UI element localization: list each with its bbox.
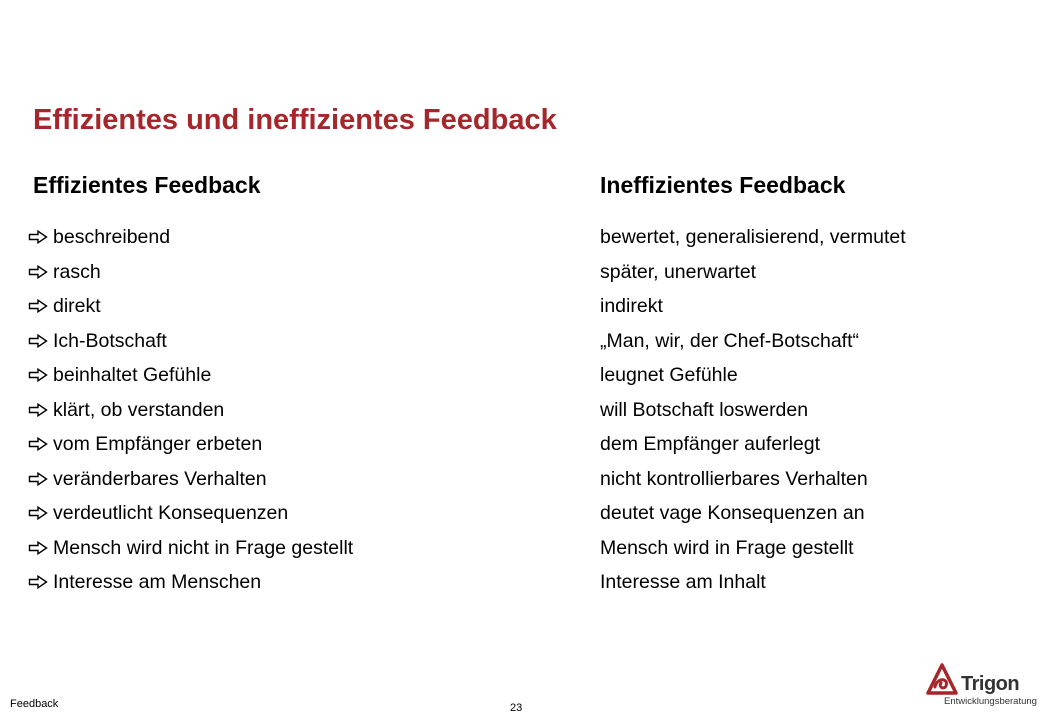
list-item-text: will Botschaft loswerden	[600, 398, 809, 421]
list-item-text: veränderbares Verhalten	[53, 467, 267, 490]
list-item	[28, 291, 353, 326]
list-item	[600, 257, 906, 292]
right-arrow-icon	[28, 395, 50, 425]
right-arrow-icon	[28, 429, 50, 459]
list-item-text: deutet vage Konsequenzen an	[600, 502, 865, 524]
list-item-text: klärt, ob verstanden	[53, 398, 225, 421]
list-item-text: bewertet, generalisierend, vermutet	[600, 226, 906, 248]
logo-wordmark: Trigon	[961, 673, 1020, 695]
list-item-text: Mensch wird nicht in Frage gestellt	[53, 536, 354, 559]
list-item-text: „Man, wir, der Chef-Botschaft“	[600, 329, 860, 352]
list-item-text: indirekt	[600, 295, 663, 317]
right-arrow-icon	[28, 567, 50, 597]
list-item-text: rasch	[53, 260, 101, 283]
list-item-text: Mensch wird in Frage gestellt	[600, 536, 854, 559]
list-item-text: beschreibend	[53, 226, 171, 248]
trigon-logo	[925, 660, 1035, 710]
list-item-text: dem Empfänger auferlegt	[600, 433, 821, 455]
list-item-text: vom Empfänger erbeten	[53, 433, 263, 455]
list-item-text: Ich-Botschaft	[53, 329, 167, 352]
list-item	[600, 395, 906, 430]
inefficient-feedback-list	[600, 222, 906, 602]
trigon-swirl-logo-icon	[925, 662, 961, 696]
list-item-text: nicht kontrollierbares Verhalten	[600, 467, 868, 490]
right-arrow-icon	[28, 464, 50, 494]
right-arrow-icon	[28, 498, 50, 528]
list-item-text: verdeutlicht Konsequenzen	[53, 502, 289, 524]
list-item-text: Interesse am Inhalt	[600, 571, 766, 593]
slide-title: Effizientes und ineffizientes Feedback	[33, 104, 557, 136]
list-item-text: beinhaltet Gefühle	[53, 364, 212, 386]
list-item	[28, 464, 353, 499]
efficient-feedback-list	[28, 222, 353, 602]
heading-efficient-feedback: Effizientes Feedback	[33, 172, 261, 198]
list-item	[600, 360, 906, 395]
right-arrow-icon	[28, 326, 50, 356]
right-arrow-icon	[28, 533, 50, 563]
list-item	[600, 291, 906, 326]
list-item	[600, 326, 906, 361]
list-item	[600, 464, 906, 499]
list-item	[28, 533, 353, 568]
list-item	[28, 360, 353, 395]
list-item	[28, 257, 353, 292]
right-arrow-icon	[28, 222, 50, 252]
right-arrow-icon	[28, 291, 50, 321]
right-arrow-icon	[28, 360, 50, 390]
right-arrow-icon	[28, 257, 50, 287]
list-item	[28, 567, 353, 602]
list-item	[600, 498, 906, 533]
list-item-text: direkt	[53, 295, 101, 317]
list-item-text: leugnet Gefühle	[600, 364, 738, 386]
list-item	[600, 567, 906, 602]
list-item	[28, 498, 353, 533]
list-item	[28, 429, 353, 464]
list-item-text: Interesse am Menschen	[53, 571, 262, 593]
page-number: 23	[510, 702, 523, 714]
list-item	[600, 533, 906, 568]
footer-section-label: Feedback	[10, 698, 59, 710]
list-item	[600, 222, 906, 257]
list-item	[600, 429, 906, 464]
logo-tagline: Entwicklungsberatung	[944, 696, 1037, 707]
list-item	[28, 395, 353, 430]
list-item	[28, 222, 353, 257]
list-item-text: später, unerwartet	[600, 260, 757, 283]
heading-inefficient-feedback: Ineffizientes Feedback	[600, 172, 846, 198]
list-item	[28, 326, 353, 361]
